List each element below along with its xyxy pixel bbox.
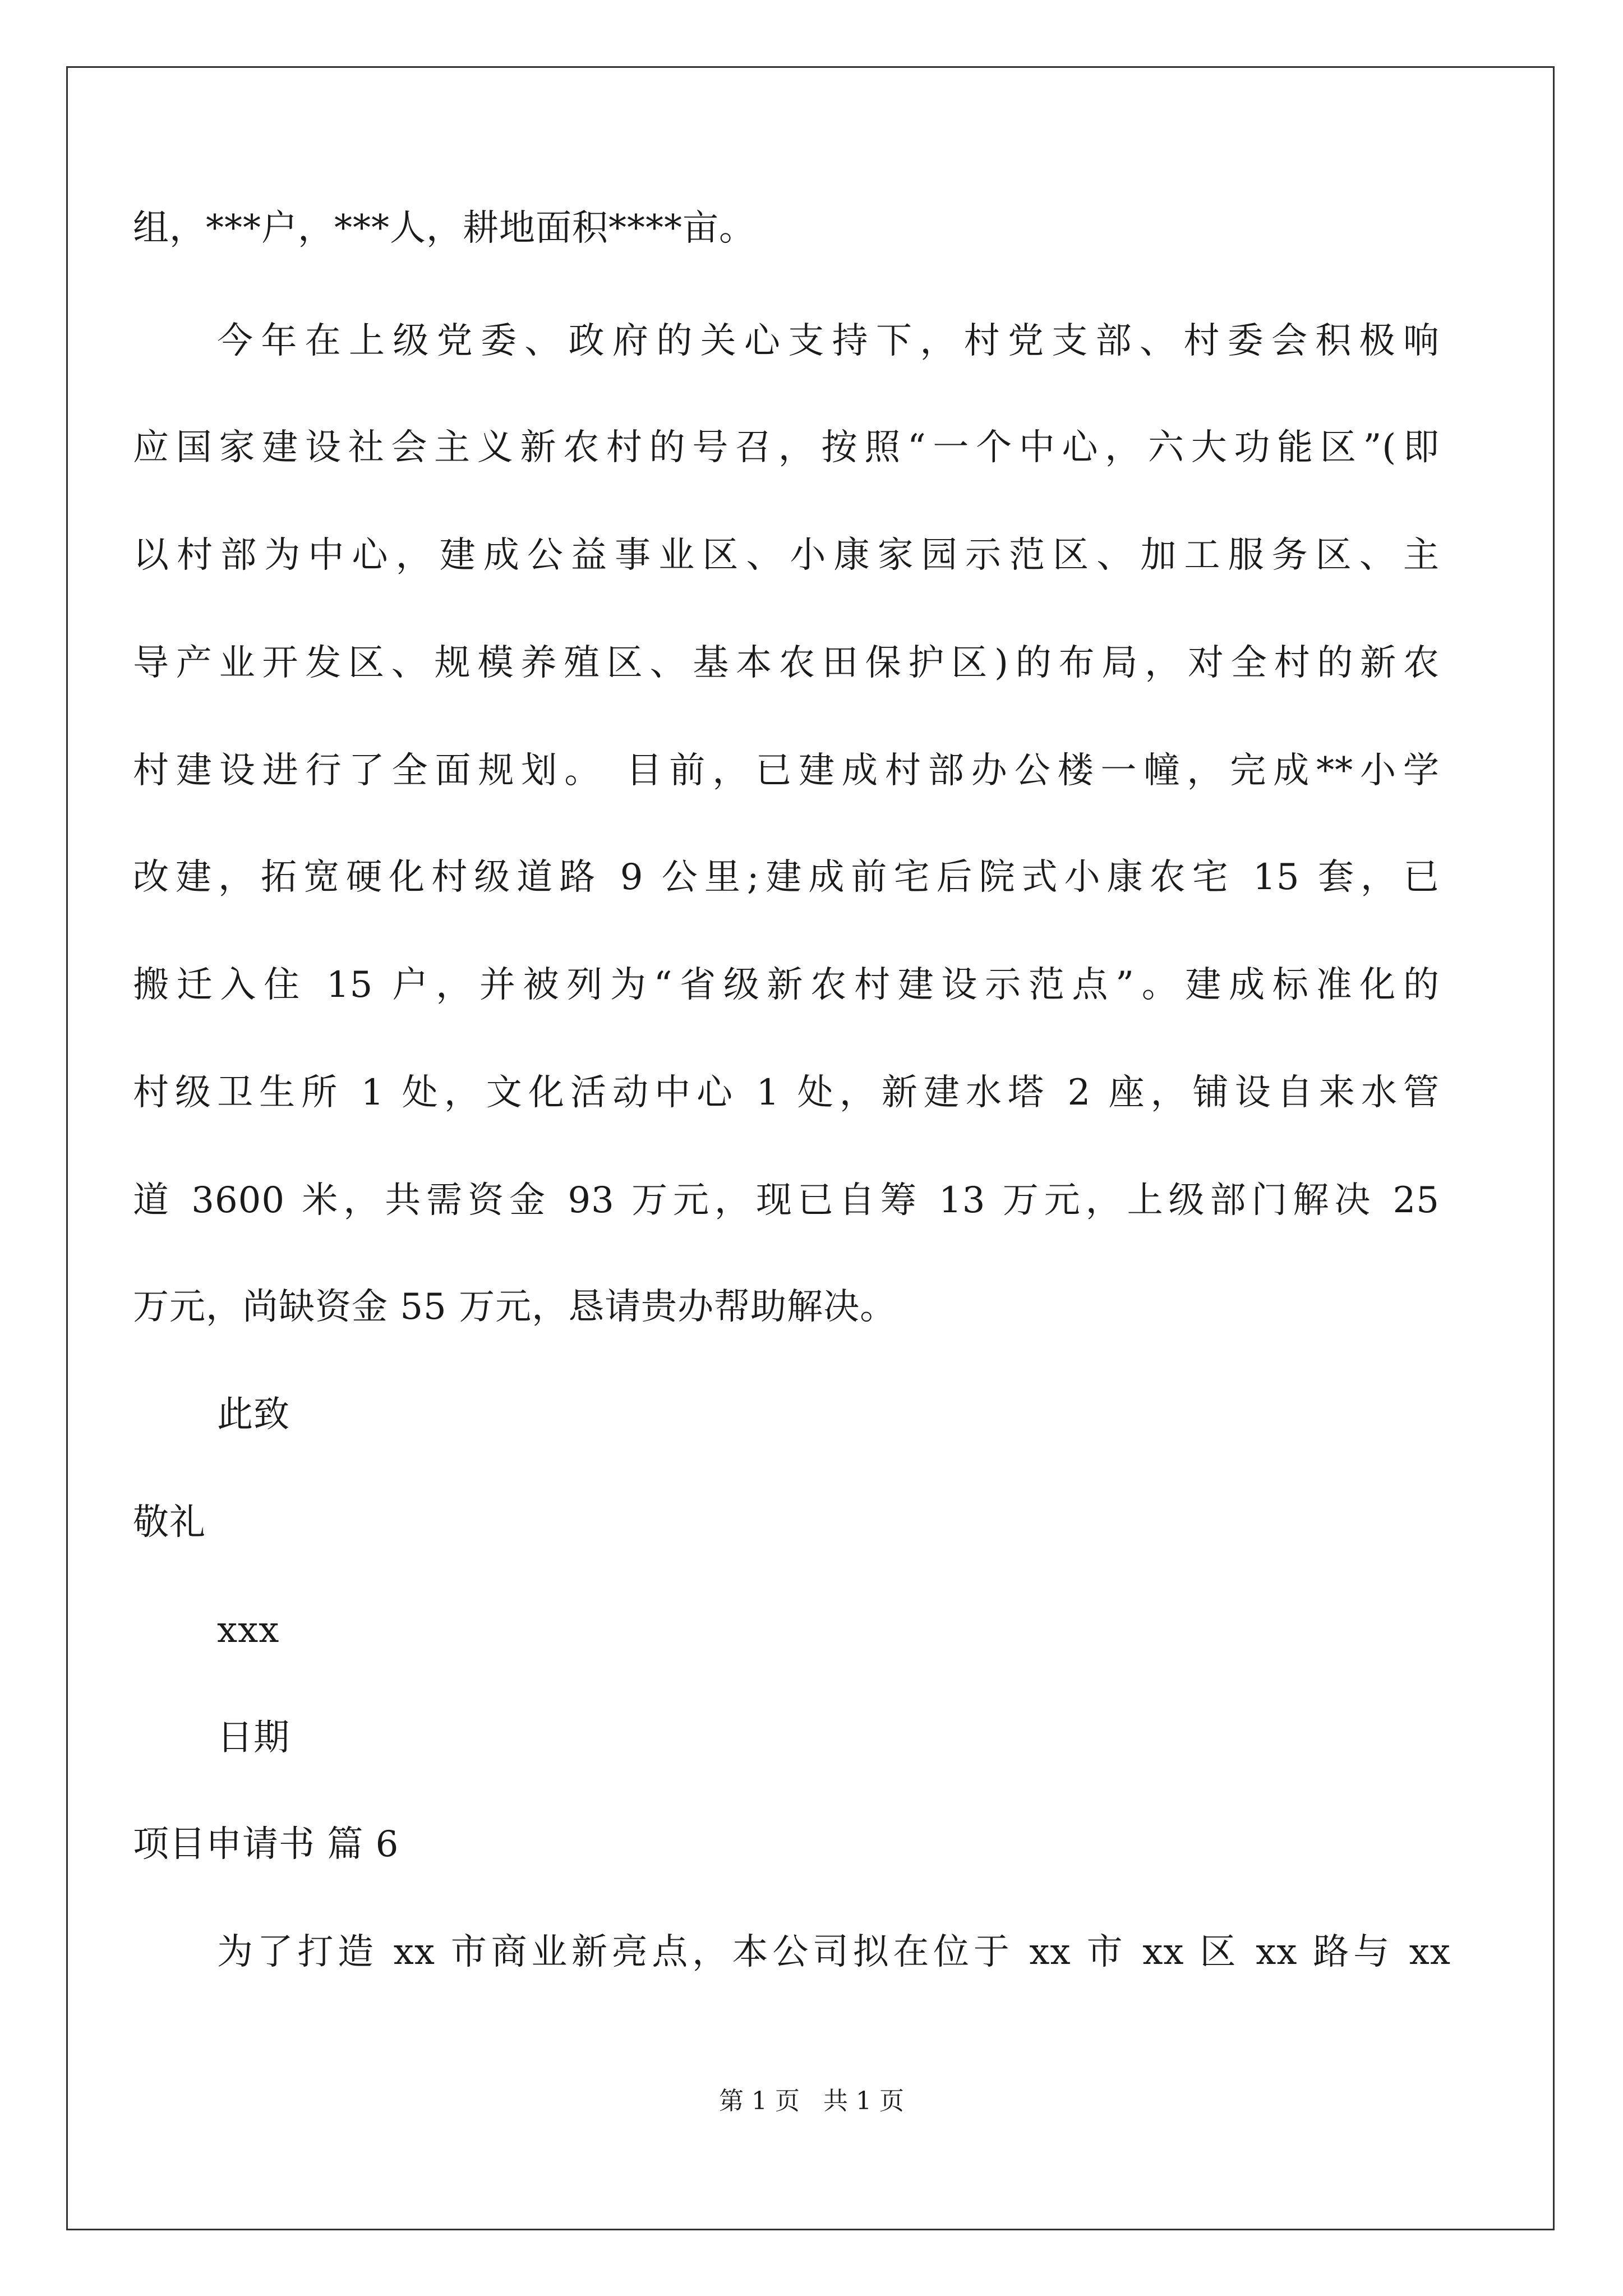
paragraph-line-7: 改建，拓宽硬化村级道路 9 公里;建成前宅后院式小康农宅 15 套，已	[133, 857, 1440, 898]
closing-salutation: 此致	[217, 1394, 290, 1435]
paragraph-line-5: 导产业开发区、规模养殖区、基本农田保护区)的布局，对全村的新农	[133, 642, 1440, 684]
signature-date: 日期	[217, 1717, 290, 1759]
paragraph-line-4: 以村部为中心，建成公益事业区、小康家园示范区、加工服务区、主	[133, 535, 1440, 576]
section-heading: 项目申请书 篇 6	[133, 1824, 399, 1865]
paragraph-line-1: 组，***户，***人，耕地面积****亩。	[133, 208, 755, 249]
paragraph-line-3: 应国家建设社会主义新农村的号召，按照“一个中心，六大功能区”(即	[133, 427, 1440, 468]
paragraph-line-8: 搬迁入住 15 户，并被列为“省级新农村建设示范点”。建成标准化的	[133, 964, 1440, 1006]
paragraph-line-10: 道 3600 米，共需资金 93 万元，现已自筹 13 万元，上级部门解决 25	[133, 1180, 1440, 1221]
paragraph-line-9: 村级卫生所 1 处，文化活动中心 1 处，新建水塔 2 座，铺设自来水管	[133, 1072, 1440, 1114]
paragraph-line-2: 今年在上级党委、政府的关心支持下，村党支部、村委会积极响	[217, 320, 1440, 362]
paragraph-line-6: 村建设进行了全面规划。 目前，已建成村部办公楼一幢，完成**小学	[133, 750, 1440, 792]
page-footer: 第 1 页 共 1 页	[719, 2087, 904, 2115]
signature-name: xxx	[217, 1609, 280, 1651]
paragraph-line-next: 为了打造 xx 市商业新亮点，本公司拟在位于 xx 市 xx 区 xx 路与 xx	[217, 1931, 1451, 1973]
closing-regards: 敬礼	[133, 1502, 206, 1543]
page-border	[66, 66, 1555, 2230]
paragraph-line-11: 万元，尚缺资金 55 万元，恳请贵办帮助解决。	[133, 1286, 897, 1328]
